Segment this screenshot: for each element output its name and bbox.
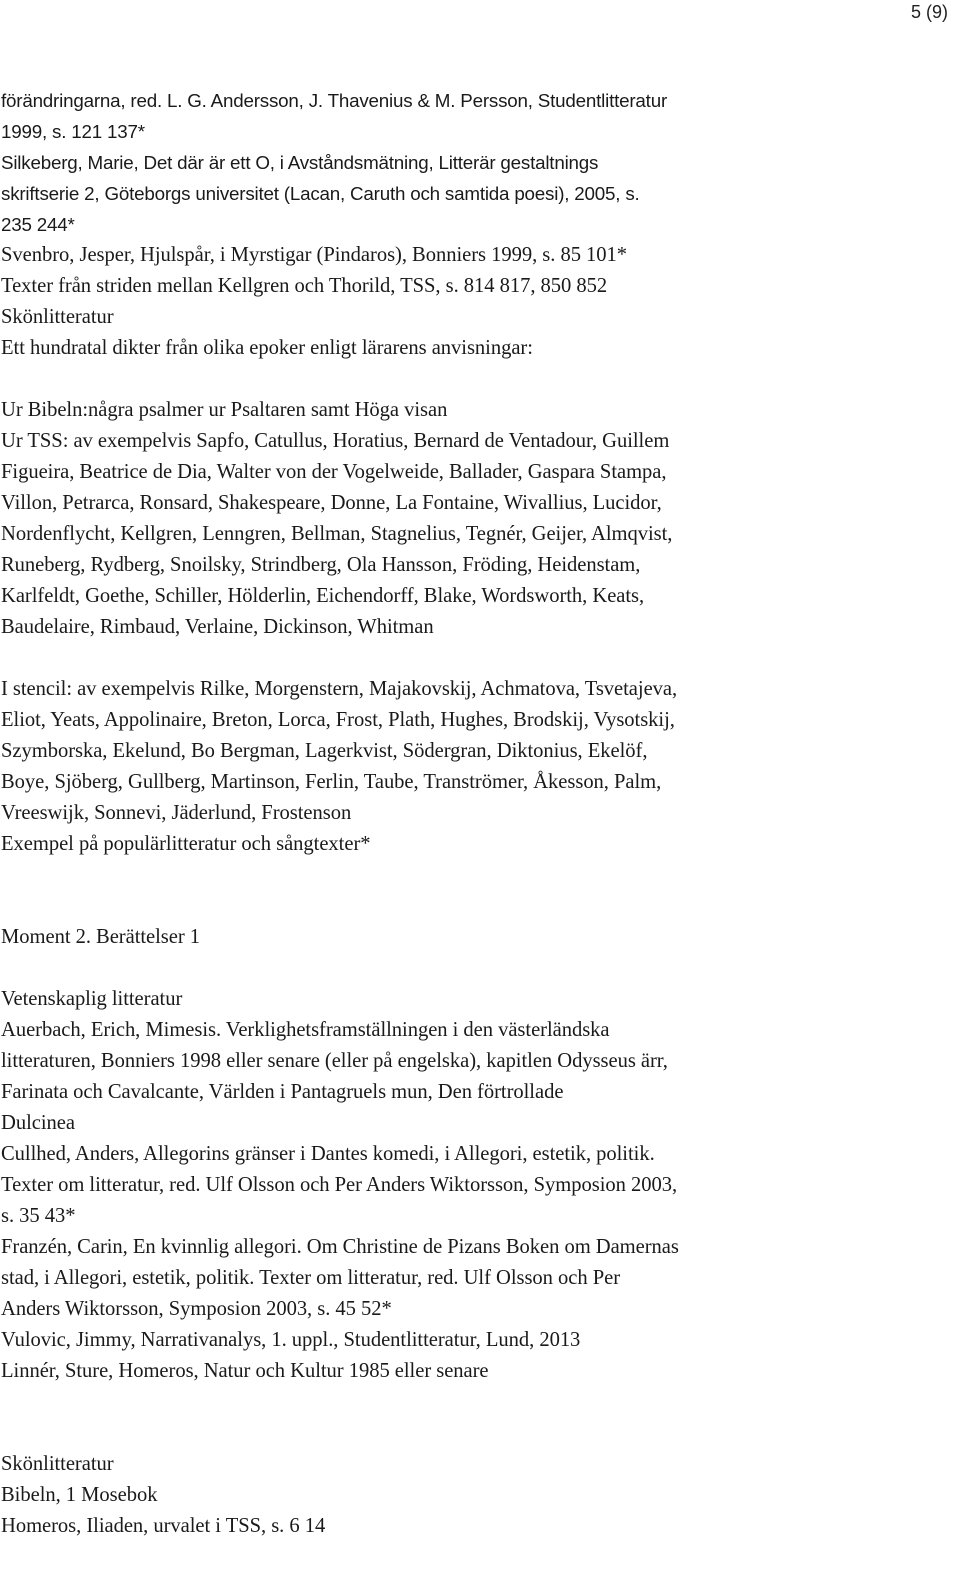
text-line: förändringarna, red. L. G. Andersson, J. Thavenius & M. Persson, Studentlitteratur [1, 90, 667, 111]
text-line: Ur TSS: av exempelvis Sapfo, Catullus, Horatius, Bernard de Ventadour, Guillem [1, 430, 670, 452]
text-line: Auerbach, Erich, Mimesis. Verklighetsframställningen i den västerländska [1, 1019, 610, 1041]
text-line: Szymborska, Ekelund, Bo Bergman, Lagerkvist, Södergran, Diktonius, Ekelöf, [1, 740, 648, 762]
text-line: 1999, s. 121 137* [1, 121, 145, 142]
text-line: Farinata och Cavalcante, Världen i Pantagruels mun, Den förtrollade [1, 1081, 564, 1103]
blank-line [1, 643, 953, 674]
page-number: 5 (9) [910, 2, 948, 22]
text-line: Silkeberg, Marie, Det där är ett O, i Avståndsmätning, Litterär gestaltnings [1, 152, 599, 173]
text-line: Svenbro, Jesper, Hjulspår, i Myrstigar (Pindaros), Bonniers 1999, s. 85 101* [1, 244, 628, 266]
blank-line [1, 953, 953, 984]
text-line: stad, i Allegori, estetik, politik. Texter om litteratur, red. Ulf Olsson och Per [1, 1267, 621, 1289]
text-line: 235 244* [1, 214, 75, 235]
text-line: Texter från striden mellan Kellgren och Thorild, TSS, s. 814 817, 850 852 [1, 275, 608, 297]
text-line: Vulovic, Jimmy, Narrativanalys, 1. uppl., Studentlitteratur, Lund, 2013 [1, 1329, 581, 1351]
text-line: Figueira, Beatrice de Dia, Walter von der Vogelweide, Ballader, Gaspara Stampa, [1, 461, 667, 483]
blank-line [1, 364, 953, 395]
text-line: I stencil: av exempelvis Rilke, Morgenstern, Majakovskij, Achmatova, Tsvetajeva, [1, 678, 678, 700]
text-line: Franzén, Carin, En kvinnlig allegori. Om Christine de Pizans Boken om Damernas [1, 1236, 679, 1258]
text-line: skriftserie 2, Göteborgs universitet (Lacan, Caruth och samtida poesi), 2005, s. [1, 183, 640, 204]
text-line: Boye, Sjöberg, Gullberg, Martinson, Ferlin, Taube, Tranströmer, Åkesson, Palm, [1, 771, 662, 793]
section-heading: Vetenskaplig litteratur [1, 988, 183, 1010]
text-line: Ett hundratal dikter från olika epoker enligt lärarens anvisningar: [1, 337, 533, 359]
blank-line [1, 1418, 953, 1449]
text-line: Karlfeldt, Goethe, Schiller, Hölderlin, Eichendorff, Blake, Wordsworth, Keats, [1, 585, 645, 607]
section-heading: Skönlitteratur [1, 1453, 114, 1475]
text-line: Bibeln, 1 Mosebok [1, 1484, 158, 1506]
text-line: litteraturen, Bonniers 1998 eller senare (eller på engelska), kapitlen Odysseus ärr, [1, 1050, 668, 1072]
text-line: Vreeswijk, Sonnevi, Jäderlund, Frostenson [1, 802, 352, 824]
text-line: Exempel på populärlitteratur och sångtexter* [1, 833, 371, 855]
text-line: Baudelaire, Rimbaud, Verlaine, Dickinson, Whitman [1, 616, 434, 638]
section-heading: Skönlitteratur [1, 306, 114, 328]
text-line: s. 35 43* [1, 1205, 76, 1227]
text-line: Dulcinea [1, 1112, 75, 1134]
text-line: Villon, Petrarca, Ronsard, Shakespeare, Donne, La Fontaine, Wivallius, Lucidor, [1, 492, 662, 514]
text-line: Nordenflycht, Kellgren, Lenngren, Bellman, Stagnelius, Tegnér, Geijer, Almqvist, [1, 523, 673, 545]
text-line: Eliot, Yeats, Appolinaire, Breton, Lorca, Frost, Plath, Hughes, Brodskij, Vysotskij, [1, 709, 675, 731]
document-body [1, 85, 953, 1542]
text-line: Texter om litteratur, red. Ulf Olsson och Per Anders Wiktorsson, Symposion 2003, [1, 1174, 678, 1196]
text-line: Homeros, Iliaden, urvalet i TSS, s. 6 14 [1, 1515, 326, 1537]
text-line: Anders Wiktorsson, Symposion 2003, s. 45 52* [1, 1298, 392, 1320]
blank-line [1, 1387, 953, 1418]
moment-heading: Moment 2. Berättelser 1 [1, 926, 201, 948]
text-line: Runeberg, Rydberg, Snoilsky, Strindberg, Ola Hansson, Fröding, Heidenstam, [1, 554, 641, 576]
text-line: Cullhed, Anders, Allegorins gränser i Dantes komedi, i Allegori, estetik, politik. [1, 1143, 655, 1165]
text-line: Ur Bibeln:några psalmer ur Psaltaren samt Höga visan [1, 399, 448, 421]
text-line: Linnér, Sture, Homeros, Natur och Kultur 1985 eller senare [1, 1360, 489, 1382]
blank-line [1, 860, 953, 891]
blank-line [1, 891, 953, 922]
